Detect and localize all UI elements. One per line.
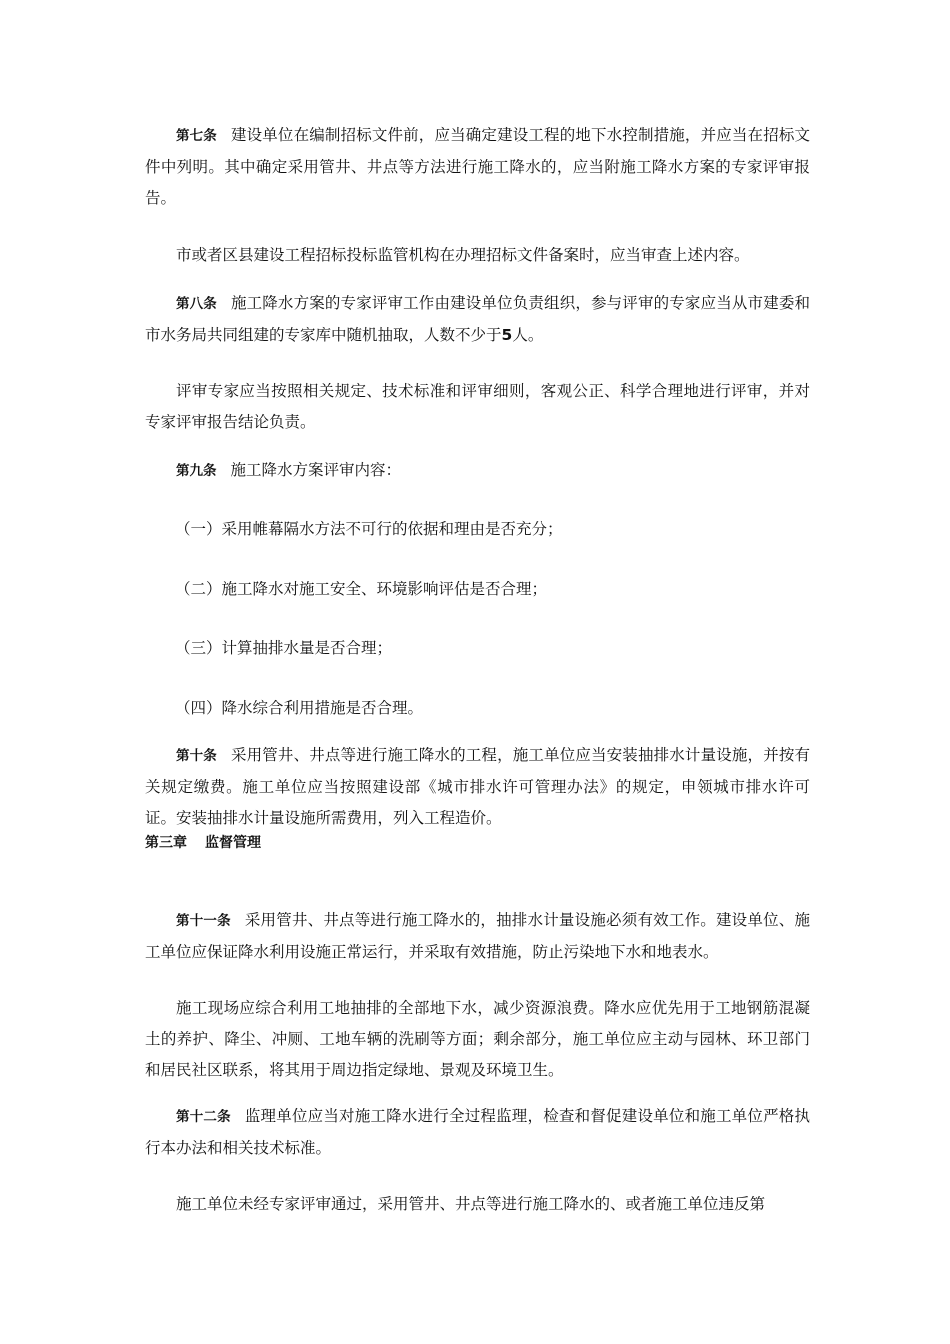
- article-7: [145, 120, 810, 214]
- article-9-item-2: （二）施工降水对施工安全、环境影响评估是否合理；: [175, 580, 548, 598]
- article-9-item-4: （四）降水综合利用措施是否合理。: [175, 699, 424, 717]
- article-12: [145, 1101, 810, 1164]
- article-8-number: 5: [501, 326, 513, 344]
- article-10-label: 第十条: [176, 748, 217, 764]
- article-9-label: 第九条: [176, 463, 217, 479]
- article-9-item-1: （一）采用帷幕隔水方法不可行的依据和理由是否充分；: [175, 520, 563, 538]
- chapter-3-title: 监督管理: [205, 835, 261, 851]
- article-8-label: 第八条: [176, 296, 217, 312]
- article-12-text: 监理单位应当对施工降水进行全过程监理，检查和督促建设单位和施工单位严格执行本办法和相关技术标准。: [145, 1107, 810, 1157]
- article-12-label: 第十二条: [176, 1109, 231, 1125]
- article-11-text: 采用管井、井点等进行施工降水的，抽排水计量设施必须有效工作。建设单位、施工单位应保证降水利用设施正常运行，并采取有效措施，防止污染地下水和地表水。: [145, 911, 810, 961]
- article-7-text: 建设单位在编制招标文件前，应当确定建设工程的地下水控制措施，并应当在招标文件中列明。其中确定采用管井、井点等方法进行施工降水的，应当附施工降水方案的专家评审报告。: [145, 126, 810, 207]
- article-7-label: 第七条: [176, 128, 217, 144]
- article-7-paragraph-2: 市或者区县建设工程招标投标监管机构在办理招标文件备案时，应当审查上述内容。: [176, 246, 750, 264]
- article-10-text: 采用管井、井点等进行施工降水的工程，施工单位应当安装抽排水计量设施，并按有关规定缴费。施工单位应当按照建设部《城市排水许可管理办法》的规定，申领城市排水许可证。安装抽排水计量设施所需费用，列入工程造价。: [145, 746, 810, 827]
- chapter-3-number: 第三章: [145, 835, 187, 851]
- article-11-label: 第十一条: [176, 913, 231, 929]
- article-8-paragraph-2: 评审专家应当按照相关规定、技术标准和评审细则，客观公正、科学合理地进行评审，并对专家评审报告结论负责。: [145, 382, 810, 431]
- chapter-3-heading: [145, 828, 261, 859]
- article-8: [145, 288, 810, 351]
- article-9-item-3: （三）计算抽排水量是否合理；: [175, 639, 393, 657]
- article-10: [145, 740, 810, 834]
- article-9-text: 施工降水方案评审内容：: [230, 461, 402, 479]
- article-8-text: 施工降水方案的专家评审工作由建设单位负责组织，参与评审的专家应当从市建委和市水务局共同组建的专家库中随机抽取，人数不少于: [145, 294, 810, 344]
- article-11: [145, 905, 810, 968]
- article-8-text-end: 人。: [512, 326, 544, 344]
- article-9: [145, 455, 810, 487]
- article-11-paragraph-2: 施工现场应综合利用工地抽排的全部地下水，减少资源浪费。降水应优先用于工地钢筋混凝土的养护、降尘、冲厕、工地车辆的洗刷等方面；剩余部分，施工单位应主动与园林、环卫部门和居民社区联系，将其用于周边指定绿地、景观及环境卫生。: [145, 999, 810, 1079]
- article-12-paragraph-2: 施工单位未经专家评审通过，采用管井、井点等进行施工降水的、或者施工单位违反第: [176, 1195, 766, 1213]
